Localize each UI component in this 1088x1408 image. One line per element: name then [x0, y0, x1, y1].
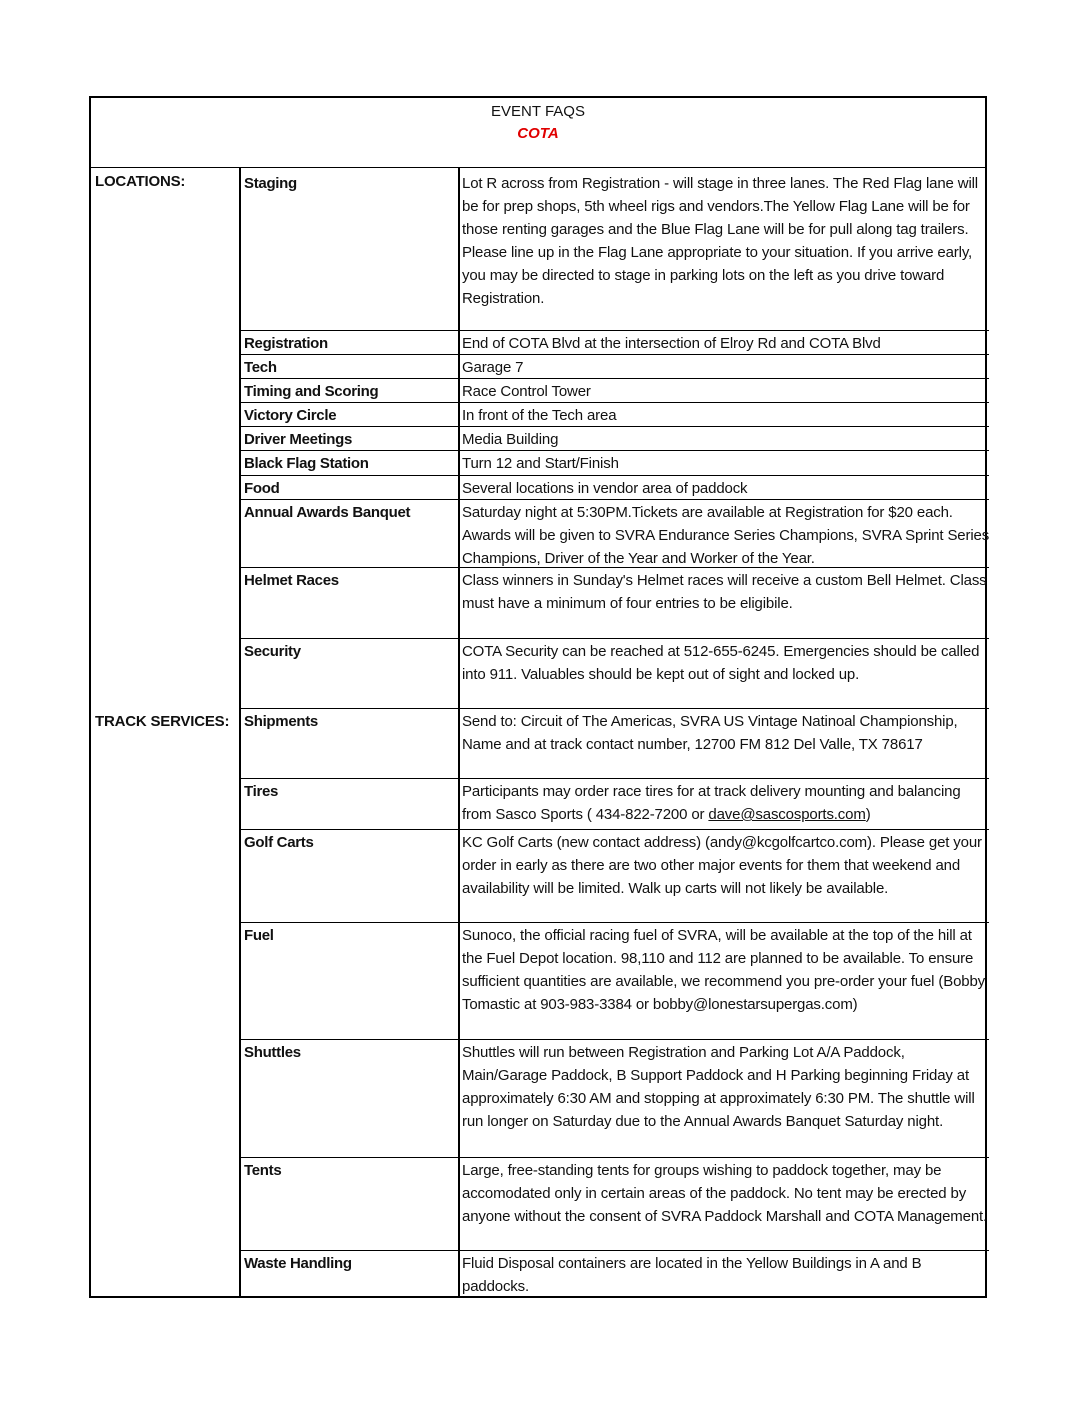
page-subtitle: COTA — [517, 125, 559, 142]
row-divider — [239, 1250, 989, 1251]
faq-value: COTA Security can be reached at 512-655-6245. Emergencies should be called into 911. Valuables should be kept out of sight and locked up. — [462, 643, 980, 683]
section-locations: LOCATIONS: — [95, 173, 186, 190]
faq-label: Black Flag Station — [244, 455, 369, 472]
faq-label: Shuttles — [244, 1044, 301, 1061]
row-divider — [239, 778, 989, 779]
faq-label: Victory Circle — [244, 407, 337, 424]
faq-label: Tires — [244, 783, 279, 800]
sheet-header — [91, 98, 985, 168]
faq-label: Shipments — [244, 713, 318, 730]
email-link[interactable]: dave@sascosports.com — [708, 806, 866, 823]
faq-value: Turn 12 and Start/Finish — [462, 455, 619, 472]
faq-label: Waste Handling — [244, 1255, 352, 1272]
faq-value: Saturday night at 5:30PM.Tickets are available at Registration for $20 each. Awards will be given to SVRA Endurance Series Champions, SVRA Sprint Series Champions, Driver of the Year and Worker of the Year. — [462, 504, 990, 567]
faq-label: Annual Awards Banquet — [244, 504, 411, 521]
row-divider — [239, 829, 989, 830]
faq-value: Shuttles will run between Registration and Parking Lot A/A Paddock, Main/Garage Paddock, B Support Paddock and H Parking beginning Friday at approximately 6:30 AM and stopping at approximately 6:30 PM. The shuttle will run longer on Saturday due to the Annual Awards Banquet Saturday night. — [462, 1044, 975, 1130]
faq-label: Security — [244, 643, 301, 660]
faq-value: Several locations in vendor area of paddock — [462, 480, 748, 497]
row-divider — [239, 330, 989, 331]
row-divider — [239, 1039, 989, 1040]
faq-value: Garage 7 — [462, 359, 524, 376]
faq-label: Registration — [244, 335, 328, 352]
faq-label: Tech — [244, 359, 277, 376]
column-divider-1 — [239, 168, 241, 1298]
row-divider — [239, 922, 989, 923]
faq-value: Send to: Circuit of The Americas, SVRA US Vintage Natinoal Championship, Name and at track contact number, 12700 FM 812 Del Valle, TX 78617 — [462, 713, 958, 753]
faq-label: Golf Carts — [244, 834, 314, 851]
faq-value: Media Building — [462, 431, 559, 448]
faq-label: Fuel — [244, 927, 274, 944]
faq-label: Helmet Races — [244, 572, 339, 589]
row-divider — [239, 475, 989, 476]
faq-label: Tents — [244, 1162, 282, 1179]
faq-sheet — [89, 96, 990, 1298]
faq-value: Participants may order race tires for at track delivery mounting and balancing from Sasco Sports ( 434-822-7200 or dave@sascosports.com) — [462, 783, 961, 823]
faq-label: Timing and Scoring — [244, 383, 379, 400]
faq-value: Race Control Tower — [462, 383, 591, 400]
faq-value: KC Golf Carts (new contact address) (andy@kcgolfcartco.com). Please get your order in early as there are two other major events for them that weekend and availability will be limited. Walk up carts will not likely be available. — [462, 834, 982, 897]
faq-value: Large, free-standing tents for groups wishing to paddock together, may be accomodated only in certain areas of the paddock. No tent may be erected by anyone without the consent of SVRA Paddock Marshall and COTA Management. — [462, 1162, 988, 1225]
faq-label: Food — [244, 480, 280, 497]
row-divider — [239, 1157, 989, 1158]
section-track-services: TRACK SERVICES: — [95, 713, 230, 730]
faq-value: End of COTA Blvd at the intersection of Elroy Rd and COTA Blvd — [462, 335, 881, 352]
faq-value: Lot R across from Registration - will stage in three lanes. The Red Flag lane will be for prep shops, 5th wheel rigs and vendors.The Yellow Flag Lane will be for those renting garages and the Blue Flag Lane will be for pull along tag trailers. Please line up in the Flag Lane appropriate to your situation. If you arrive early, you may be directed to stage in parking lots on the left as you drive toward Registration. — [462, 175, 978, 307]
faq-label: Driver Meetings — [244, 431, 353, 448]
page-title: EVENT FAQS — [491, 103, 585, 120]
faq-value: Fluid Disposal containers are located in the Yellow Buildings in A and B paddocks. — [462, 1255, 922, 1295]
row-divider — [239, 638, 989, 639]
faq-value: Class winners in Sunday's Helmet races will receive a custom Bell Helmet. Class must have a minimum of four entries to be eligibile. — [462, 572, 987, 612]
faq-value: Sunoco, the official racing fuel of SVRA, will be available at the top of the hill at the Fuel Depot location. 98,110 and 112 are planned to be available. To ensure sufficient quantities are available, we recommend you pre-order your fuel (Bobby Tomastic at 903-983-3384 or bobby@lonestarsupergas.com) — [462, 927, 986, 1013]
faq-value: In front of the Tech area — [462, 407, 617, 424]
row-divider — [239, 708, 989, 709]
faq-label: Staging — [244, 175, 297, 192]
